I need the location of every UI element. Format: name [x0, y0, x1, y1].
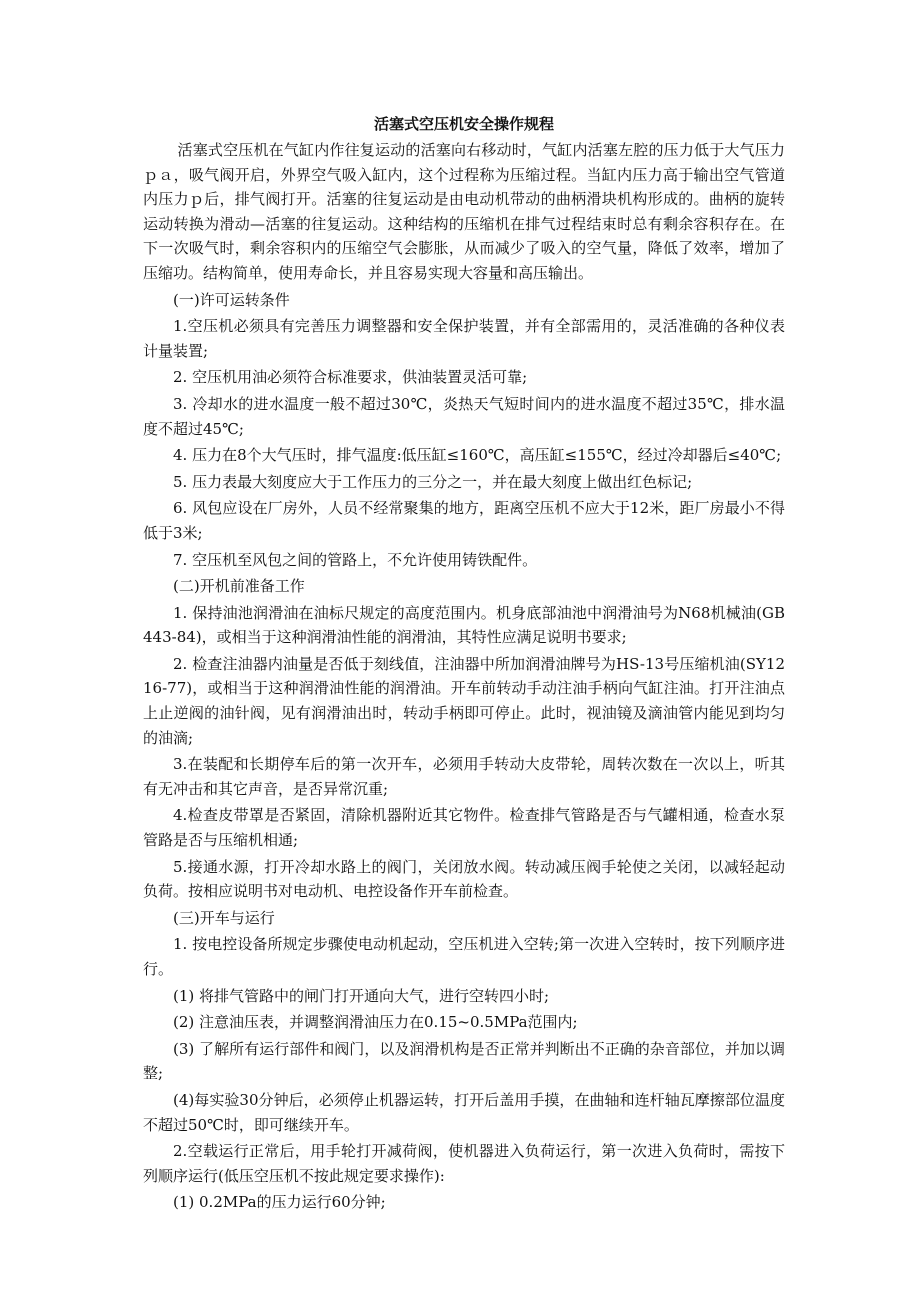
list-item: (1) 0.2MPa的压力运行60分钟; [173, 1193, 386, 1212]
list-item: 5.接通水源，打开冷却水路上的阀门，关闭放水阀。转动减压阀手轮使之关闭，以减轻起动负荷。按相应说明书对电动机、电控设备作开车前检查。 [143, 857, 785, 901]
list-item: 4.检查皮带罩是否紧固，清除机器附近其它物件。检查排气管路是否与气罐相通，检查水泵管路是否与压缩机相通; [143, 806, 785, 850]
list-item: 4. 压力在8个大气压时，排气温度:低压缸≤160℃，高压缸≤155℃，经过冷却器后≤40℃; [173, 446, 782, 465]
list-item: 1. 按电控设备所规定步骤使电动机起动，空压机进入空转;第一次进入空转时，按下列顺序进行。 [143, 935, 785, 978]
section-heading: (二)开机前准备工作 [173, 577, 305, 596]
list-item: (2) 注意油压表，并调整润滑油压力在0.15~0.5MPa范围内; [173, 1013, 578, 1032]
list-item: 3. 冷却水的进水温度一般不超过30℃，炎热天气短时间内的进水温度不超过35℃，排水温度不超过45℃; [143, 394, 785, 438]
list-item: (3) 了解所有运行部件和阀门，以及润滑机构是否正常并判断出不正确的杂音部位，并加以调整; [143, 1039, 785, 1083]
list-item: 1. 保持油池润滑油在油标尺规定的高度范围内。机身底部油池中润滑油号为N68机械油(GB443-84)，或相当于这种润滑油性能的润滑油，其特性应满足说明书要求; [143, 603, 785, 647]
list-item: 2. 检查注油器内油量是否低于刻线值，注油器中所加润滑油牌号为HS-13号压缩机油(SY1216-77)，或相当于这种润滑油性能的润滑油。开车前转动手动注油手柄向气缸注油。打开注油点上止逆阀的油针阀，见有润滑油出时，转动手柄即可停止。此时，视油镜及滴油管内能见到均匀的油滴; [143, 654, 785, 747]
list-item: (4)每实验30分钟后，必须停止机器运转，打开后盖用手摸，在曲轴和连杆轴瓦摩擦部位温度不超过50℃时，即可继续开车。 [143, 1090, 785, 1134]
intro-paragraph: 活塞式空压机在气缸内作往复运动的活塞向右移动时，气缸内活塞左腔的压力低于大气压力ｐａ，吸气阀开启，外界空气吸入缸内，这个过程称为压缩过程。当缸内压力高于输出空气管道内压力ｐ后，排气阀打开。活塞的往复运动是由电动机带动的曲柄滑块机构形成的。曲柄的旋转运动转换为滑动—活塞的往复运动。这种结构的压缩机在排气过程结束时总有剩余容积存在。在下一次吸气时，剩余容积内的压缩空气会膨胀，从而减少了吸入的空气量，降低了效率，增加了压缩功。结构简单，使用寿命长，并且容易实现大容量和高压输出。 [143, 141, 785, 282]
list-item: 1.空压机必须具有完善压力调整器和安全保护装置，并有全部需用的，灵活准确的各种仪表计量装置; [143, 317, 785, 360]
list-item: 7. 空压机至风包之间的管路上，不允许使用铸铁配件。 [173, 550, 538, 569]
section-heading: (三)开车与运行 [173, 908, 275, 927]
list-item: 3.在装配和长期停车后的第一次开车，必须用手转动大皮带轮，周转次数在一次以上，听其有无冲击和其它声音，是否异常沉重; [143, 755, 785, 798]
list-item: 2. 空压机用油必须符合标准要求，供油装置灵活可靠; [173, 368, 528, 387]
section-heading: (一)许可运转条件 [173, 290, 290, 309]
list-item: 5. 压力表最大刻度应大于工作压力的三分之一，并在最大刻度上做出红色标记; [173, 472, 693, 491]
list-item: 6. 风包应设在厂房外，人员不经常聚集的地方，距离空压机不应大于12米，距厂房最小不得低于3米; [143, 499, 785, 542]
list-item: (1) 将排气管路中的闸门打开通向大气，进行空转四小时; [173, 986, 550, 1005]
list-item: 2.空载运行正常后，用手轮打开减荷阀，使机器进入负荷运行，第一次进入负荷时，需按下列顺序运行(低压空压机不按此规定要求操作): [143, 1142, 785, 1185]
document-title: 活塞式空压机安全操作规程 [373, 115, 554, 133]
